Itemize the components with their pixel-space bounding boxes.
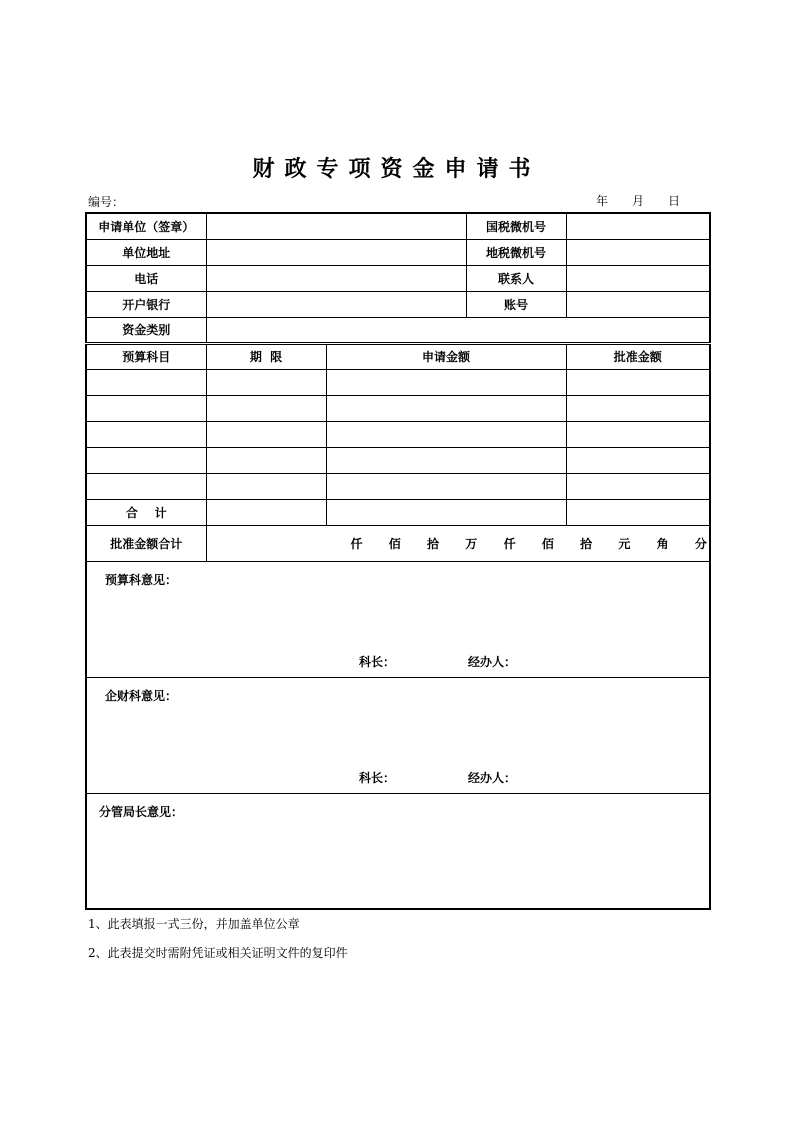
applicant-label: 申请单位（签章）	[86, 213, 206, 239]
unit-label: 拾	[427, 536, 440, 551]
unit-label: 元	[618, 536, 631, 551]
director-opinion-label: 分管局长意见：	[99, 804, 184, 819]
requested-amount-cell[interactable]	[326, 369, 566, 395]
total-label: 合 计	[86, 499, 206, 525]
contact-input[interactable]	[566, 265, 710, 291]
unit-label: 仟	[350, 536, 363, 551]
national-tax-label: 国税微机号	[466, 213, 566, 239]
account-label: 账号	[466, 291, 566, 317]
period-cell[interactable]	[206, 369, 326, 395]
budget-item-header: 预算科目	[86, 343, 206, 369]
period-cell[interactable]	[206, 421, 326, 447]
approved-amount-header: 批准金额	[566, 343, 710, 369]
approved-amount-cell[interactable]	[566, 395, 710, 421]
table-row	[86, 447, 710, 473]
requested-amount-cell[interactable]	[326, 395, 566, 421]
table-row	[86, 369, 710, 395]
account-input[interactable]	[566, 291, 710, 317]
period-cell[interactable]	[206, 473, 326, 499]
enterprise-chief-label: 科长：	[359, 770, 396, 785]
total-period-cell[interactable]	[206, 499, 326, 525]
unit-label: 拾	[580, 536, 593, 551]
budget-chief-label: 科长：	[359, 654, 396, 669]
table-row	[86, 395, 710, 421]
unit-label: 分	[694, 536, 707, 551]
note-line: 1、此表填报一式三份，并加盖单位公章	[88, 917, 300, 931]
table-row	[86, 473, 710, 499]
unit-label: 佰	[541, 536, 554, 551]
period-header: 期 限	[206, 343, 326, 369]
budget-item-cell[interactable]	[86, 369, 206, 395]
requested-amount-cell[interactable]	[326, 421, 566, 447]
application-form-table	[85, 212, 711, 910]
local-tax-label: 地税微机号	[466, 239, 566, 265]
fund-type-input[interactable]	[206, 317, 710, 343]
contact-label: 联系人	[466, 265, 566, 291]
budget-item-cell[interactable]	[86, 421, 206, 447]
address-input[interactable]	[206, 239, 466, 265]
requested-amount-header: 申请金额	[326, 343, 566, 369]
period-cell[interactable]	[206, 395, 326, 421]
requested-amount-cell[interactable]	[326, 447, 566, 473]
approved-amount-cell[interactable]	[566, 473, 710, 499]
phone-label: 电话	[86, 265, 206, 291]
phone-input[interactable]	[206, 265, 466, 291]
fund-type-label: 资金类别	[86, 317, 206, 343]
budget-opinion-label: 预算科意见：	[105, 572, 178, 587]
unit-label: 仟	[503, 536, 516, 551]
date-field	[596, 192, 680, 209]
period-cell[interactable]	[206, 447, 326, 473]
local-tax-input[interactable]	[566, 239, 710, 265]
bank-input[interactable]	[206, 291, 466, 317]
unit-label: 角	[656, 536, 669, 551]
approved-amount-cell[interactable]	[566, 421, 710, 447]
note-line: 2、此表提交时需附凭证或相关证明文件的复印件	[88, 946, 348, 960]
table-row	[86, 421, 710, 447]
approved-total-input[interactable]	[206, 525, 710, 561]
budget-item-cell[interactable]	[86, 447, 206, 473]
requested-amount-cell[interactable]	[326, 473, 566, 499]
budget-item-cell[interactable]	[86, 395, 206, 421]
budget-opinion-box[interactable]	[86, 561, 710, 677]
date-day-label: 日	[668, 194, 681, 208]
approved-amount-cell[interactable]	[566, 447, 710, 473]
form-title: 财政专项资金申请书	[252, 157, 541, 182]
address-label: 单位地址	[86, 239, 206, 265]
unit-label: 佰	[388, 536, 401, 551]
national-tax-input[interactable]	[566, 213, 710, 239]
applicant-input[interactable]	[206, 213, 466, 239]
budget-item-cell[interactable]	[86, 473, 206, 499]
total-requested-cell[interactable]	[326, 499, 566, 525]
date-year-label: 年	[596, 194, 609, 208]
enterprise-opinion-label: 企财科意见：	[105, 688, 178, 703]
approved-total-label: 批准金额合计	[86, 525, 206, 561]
serial-number-label: 编号：	[88, 195, 125, 209]
enterprise-opinion-box[interactable]	[86, 677, 710, 793]
total-approved-cell[interactable]	[566, 499, 710, 525]
budget-handler-label: 经办人：	[468, 654, 517, 669]
enterprise-handler-label: 经办人：	[468, 770, 517, 785]
unit-label: 万	[465, 536, 478, 551]
amount-unit-row	[207, 535, 710, 552]
bank-label: 开户银行	[86, 291, 206, 317]
date-month-label: 月	[632, 194, 645, 208]
director-opinion-box[interactable]	[86, 793, 710, 909]
approved-amount-cell[interactable]	[566, 369, 710, 395]
